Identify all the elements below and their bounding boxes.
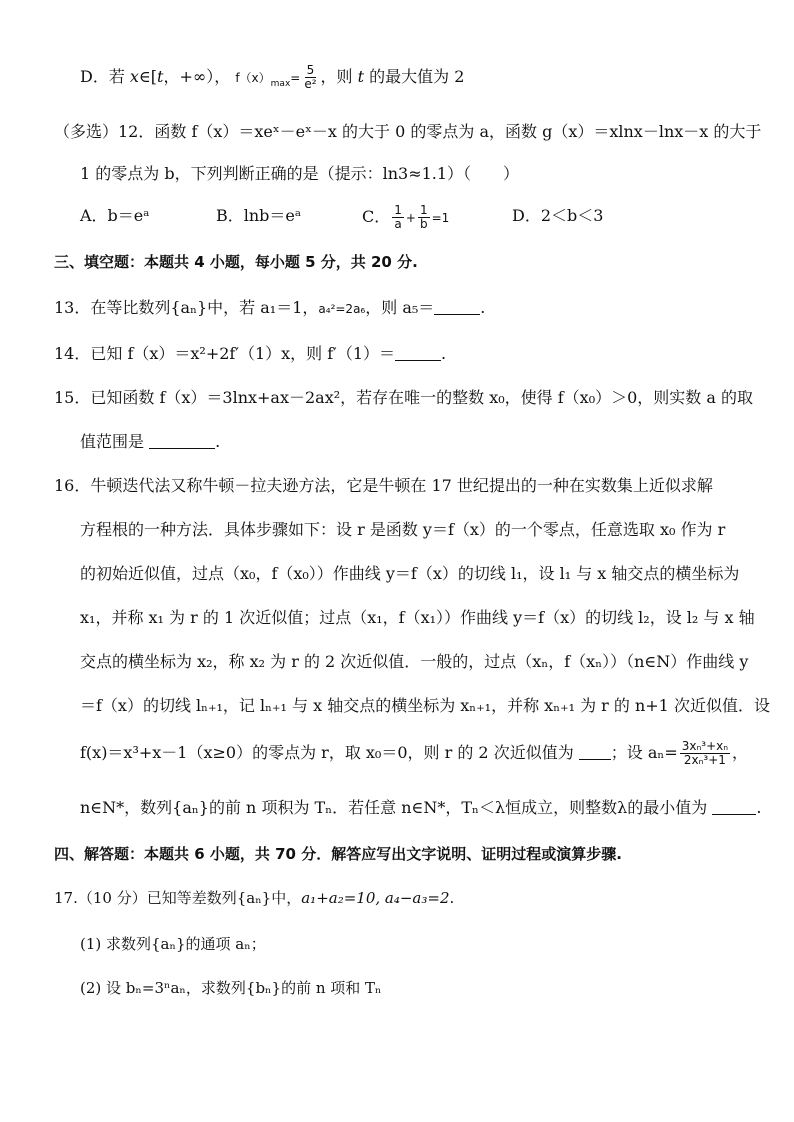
- answer-blank[interactable]: [434, 298, 480, 315]
- q17-line1: [54, 886, 454, 910]
- equals: =: [290, 71, 301, 85]
- q14-end: .: [441, 344, 447, 363]
- frac-den: 2xₙ³+1: [683, 753, 726, 767]
- plus: +: [405, 211, 416, 225]
- in-symbol: ∈[: [138, 67, 158, 86]
- frac-den: a: [394, 217, 402, 231]
- one-over-a-fraction: [392, 204, 404, 231]
- option-d-line: [80, 64, 464, 91]
- q16-line7-text: f(x)＝x³+x－1（x≥0）的零点为 r，取 x₀＝0，则 r 的 2 次近似值为: [80, 743, 579, 762]
- five-over-e2-fraction: [302, 64, 318, 91]
- q16-line3: 的初始近似值，过点（x₀，f（x₀））作曲线 y＝f（x）的切线 l₁，设 l₁ 与 x 轴交点的横坐标为: [80, 564, 740, 583]
- q17-text: 17.（10 分）已知等差数列{aₙ}中，: [54, 889, 302, 907]
- q16-line8: [80, 796, 761, 820]
- then-text: ，则: [320, 67, 358, 86]
- q13-expr: a₄²=2a₆: [318, 302, 366, 316]
- q14-line: [54, 342, 446, 366]
- q16-line8-end: .: [756, 798, 762, 817]
- q15-end: .: [215, 432, 221, 451]
- q12-option-b: B．lnb＝eᵃ: [216, 206, 302, 225]
- section-4-heading: 四、解答题：本题共 6 小题，共 70 分．解答应写出文字说明、证明过程或演算步骤.: [54, 845, 622, 863]
- q13-end: .: [480, 298, 486, 317]
- q12-option-d: D．2＜b＜3: [512, 206, 604, 225]
- frac-num: 1: [419, 203, 428, 217]
- q15-line1: 15．已知函数 f（x）＝3lnx+ax－2ax²，若存在唯一的整数 x₀，使得 f（x₀）＞0，则实数 a 的取: [54, 388, 754, 407]
- an-formula-fraction: [680, 740, 730, 767]
- q17-end: .: [449, 889, 455, 907]
- q15-text: 值范围是: [80, 432, 150, 451]
- option-d-tail: 的最大值为 2: [364, 67, 465, 86]
- q17-part1: (1) 求数列{aₙ}的通项 aₙ；: [80, 935, 266, 953]
- opt-c-tail: =1: [431, 211, 450, 225]
- fmax-expr: f（x）: [235, 71, 271, 85]
- answer-blank[interactable]: [149, 432, 215, 449]
- q12-line2: 1 的零点为 b，下列判断正确的是（提示：ln3≈1.1）（ ）: [80, 164, 520, 183]
- frac-den: e²: [304, 77, 317, 91]
- q17-expr: a₁+a₂=10, a₄−a₃=2: [301, 889, 450, 907]
- q16-line5: 交点的横坐标为 x₂，称 x₂ 为 r 的 2 次近似值．一般的，过点（xₙ，f（xₙ））（n∈N）作曲线 y: [80, 652, 749, 671]
- one-over-b-fraction: [418, 204, 430, 231]
- frac-num: 1: [394, 203, 402, 217]
- frac-num: 3xₙ³+xₙ: [681, 739, 729, 753]
- interval-tail: ，+∞），: [163, 67, 231, 86]
- var-x: x: [129, 67, 139, 86]
- q12-line1: （多选）12．函数 f（x）＝xeˣ－eˣ－x 的大于 0 的零点为 a，函数 g（x）＝xlnx－lnx－x 的大于: [54, 122, 762, 141]
- q17-part2: (2) 设 bₙ=3ⁿaₙ，求数列{bₙ}的前 n 项和 Tₙ: [80, 979, 382, 997]
- opt-c-label: C．: [362, 207, 391, 226]
- q16-line2: 方程根的一种方法．具体步骤如下：设 r 是函数 y＝f（x）的一个零点，任意选取 x₀ 作为 r: [80, 520, 726, 539]
- max-subscript: max: [270, 79, 291, 90]
- frac-num: 5: [306, 63, 315, 77]
- option-d-label: D．若: [80, 67, 130, 86]
- q16-line6: ＝f（x）的切线 lₙ₊₁，记 lₙ₊₁ 与 x 轴交点的横坐标为 xₙ₊₁，并称 xₙ₊₁ 为 r 的 n+1 次近似值．设: [80, 696, 770, 715]
- q16-line7: [80, 740, 748, 767]
- q13-tail: ，则 a₅＝: [365, 298, 435, 317]
- q13-line: [54, 296, 485, 321]
- q16-line7-end: ，: [732, 743, 749, 762]
- q16-line8-text: n∈N*，数列{aₙ}的前 n 项积为 Tₙ．若任意 n∈N*，Tₙ＜λ恒成立，则整数λ的最小值为: [80, 798, 713, 817]
- q14-text: 14．已知 f（x）＝x²+2f′（1）x，则 f′（1）＝: [54, 344, 395, 363]
- q16-line7-mid: ；设 aₙ=: [610, 743, 678, 762]
- q16-line1: 16．牛顿迭代法又称牛顿－拉夫逊方法，它是牛顿在 17 世纪提出的一种在实数集上近似求解: [54, 476, 713, 495]
- answer-blank[interactable]: [395, 344, 441, 361]
- q12-option-a: A．b＝eᵃ: [80, 206, 150, 225]
- frac-den: b: [419, 217, 428, 231]
- var-t-2: t: [357, 67, 365, 86]
- section-3-heading: 三、填空题：本题共 4 小题，每小题 5 分，共 20 分.: [54, 253, 418, 271]
- q12-option-c: [362, 204, 449, 231]
- var-t: t: [157, 67, 164, 86]
- answer-blank[interactable]: [712, 798, 756, 815]
- q16-line4: x₁，并称 x₁ 为 r 的 1 次近似值；过点（x₁，f（x₁））作曲线 y＝f（x）的切线 l₂，设 l₂ 与 x 轴: [80, 608, 755, 627]
- q15-line2: [80, 430, 220, 454]
- answer-blank[interactable]: [579, 743, 611, 760]
- q13-text: 13．在等比数列{aₙ}中，若 a₁＝1，: [54, 298, 319, 317]
